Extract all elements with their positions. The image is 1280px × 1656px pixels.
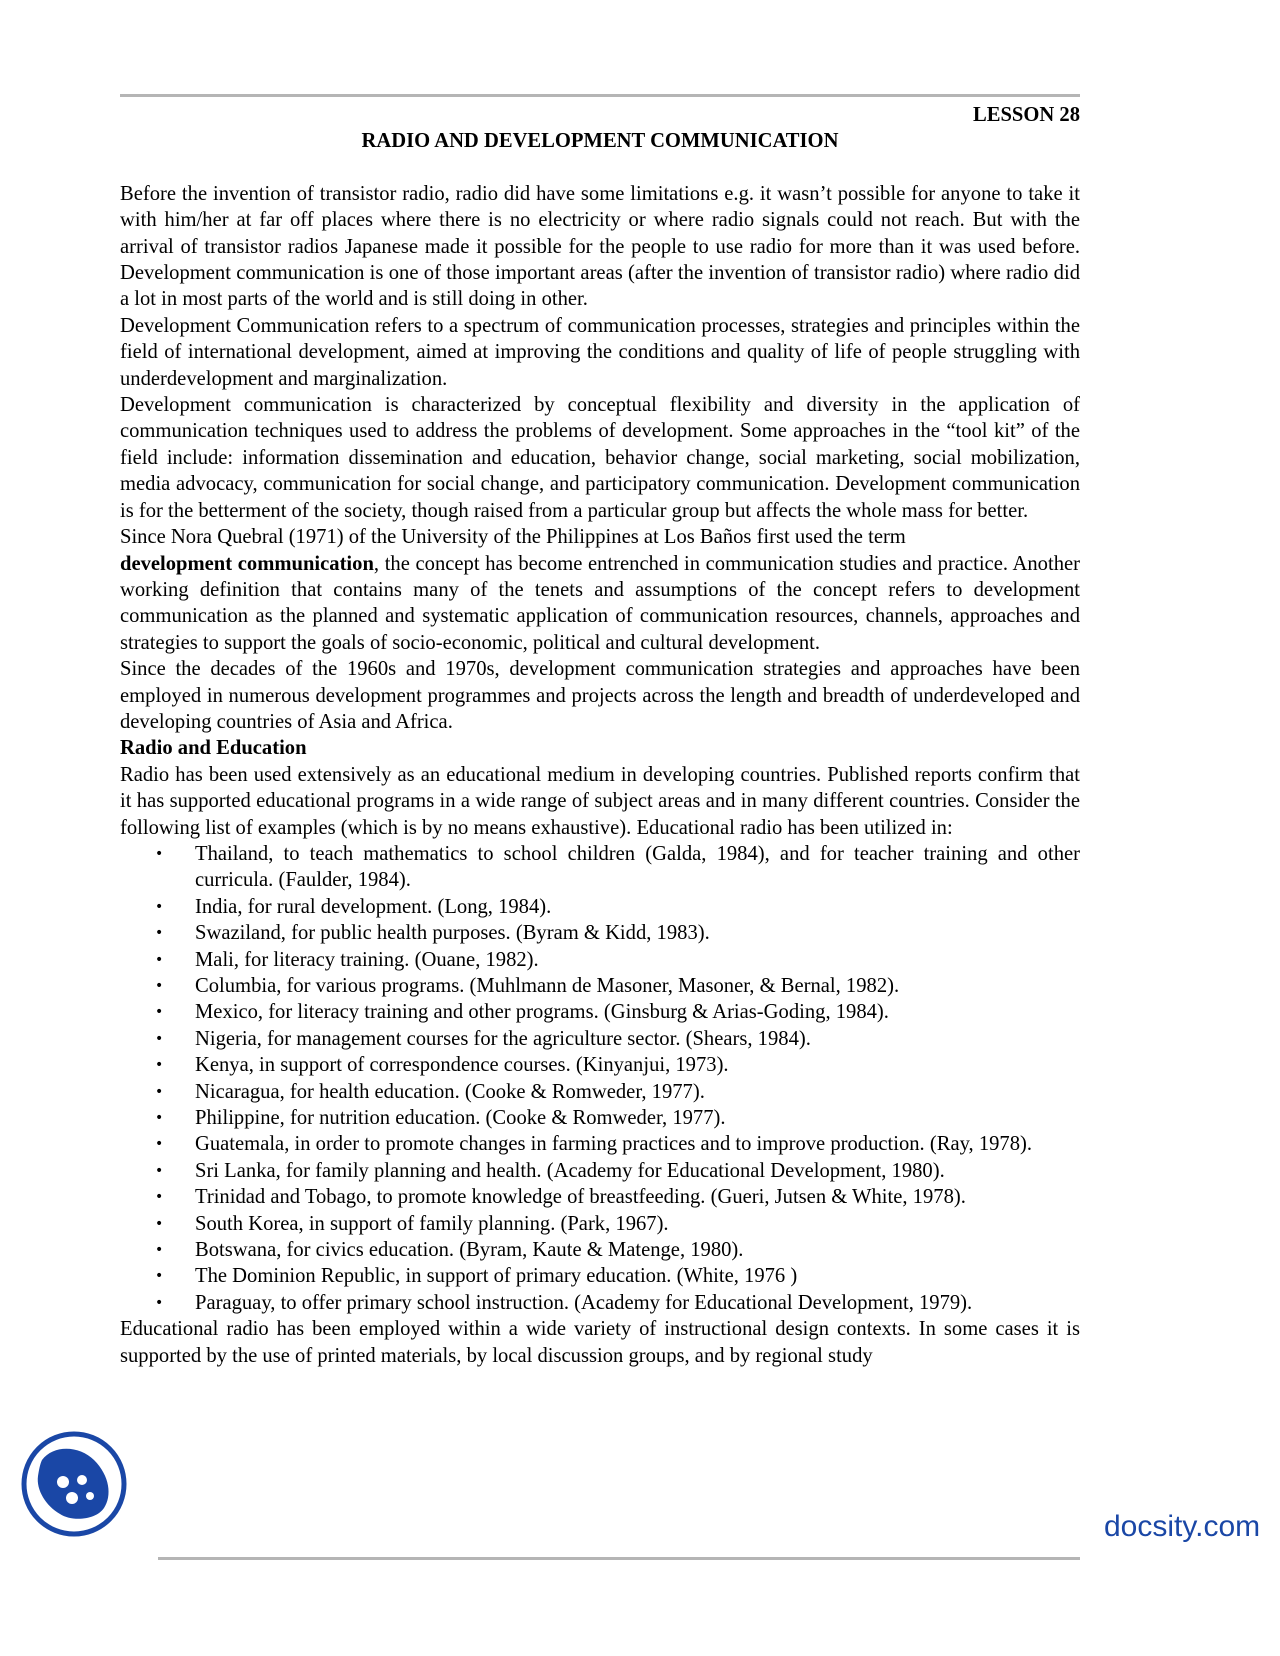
section-intro: Radio has been used extensively as an educational medium in developing countries. Published reports confirm that it has supported educational programs in a wide range of subject areas and in many different countries. Consider the following list of examples (which is by no means exhaustive). Educational radio has been utilized in: xyxy=(120,763,1080,839)
list-item-text: Sri Lanka, for family planning and health. (Academy for Educational Development, 1980). xyxy=(195,1159,945,1182)
bullet-icon: • xyxy=(155,1162,164,1179)
paragraph-definition: Development Communication refers to a spectrum of communication processes, strategies and principles within the field of international development, aimed at improving the conditions and quality of life of people struggling with underdevelopment and marginalization. xyxy=(120,314,1080,390)
bullet-icon: • xyxy=(155,1083,164,1100)
docsity-brand-text[interactable]: docsity.com xyxy=(1104,1510,1261,1543)
document-body xyxy=(120,102,1080,1369)
list-item-text: Mali, for literacy training. (Ouane, 1982). xyxy=(195,948,539,971)
bullet-icon: • xyxy=(155,1242,164,1259)
section-heading: Radio and Education xyxy=(120,737,307,760)
list-item xyxy=(120,999,1080,1025)
list-item xyxy=(120,920,1080,946)
paragraph-quebral-term: development communication xyxy=(120,552,374,575)
bullet-icon: • xyxy=(155,978,164,994)
list-item-text: South Korea, in support of family planning. (Park, 1967). xyxy=(195,1212,669,1235)
list-item xyxy=(120,894,1080,920)
section-closing: Educational radio has been employed within a wide variety of instructional design contexts. In some cases it is supported by the use of printed materials, by local discussion groups, and by regional study xyxy=(120,1318,1080,1367)
docsity-logo-icon xyxy=(20,1430,128,1538)
bottom-rule xyxy=(158,1557,1080,1560)
bullet-icon: • xyxy=(155,1136,164,1153)
bullet-icon: • xyxy=(155,1189,164,1206)
bullet-icon: • xyxy=(155,951,164,968)
list-item xyxy=(120,1026,1080,1052)
list-item-text: Thailand, to teach mathematics to school children (Galda, 1984), and for teacher training and other curricula. (Faulder, 1984). xyxy=(195,842,1080,892)
bullet-icon: • xyxy=(155,898,164,915)
paragraph-quebral-start: Since Nora Quebral (1971) of the University of the Philippines at Los Baños first used the term xyxy=(120,526,906,549)
paragraph-history: Since the decades of the 1960s and 1970s, development communication strategies and approaches have been employed in numerous development programmes and projects across the length and breadth of underdeveloped and developing countries of Asia and Africa. xyxy=(120,658,1080,733)
list-item xyxy=(120,1052,1080,1078)
paragraph-characteristics: Development communication is characterized by conceptual flexibility and diversity in the application of communication techniques used to address the problems of development. Some approaches in the “tool kit” of the field include: information dissemination and education, behavior change, social marketing, social mobilization, media advocacy, communication for social change, and participatory communication. Development communication is for the betterment of the society, though raised from a particular group but affects the whole mass for better. xyxy=(120,394,1080,522)
list-item-text: Botswana, for civics education. (Byram, Kaute & Matenge, 1980). xyxy=(195,1239,744,1262)
list-item xyxy=(120,1263,1080,1289)
list-item xyxy=(120,1131,1080,1157)
list-item-text: Guatemala, in order to promote changes in farming practices and to improve production. (Ray, 1978). xyxy=(195,1133,1033,1156)
list-item xyxy=(120,973,1080,999)
examples-list xyxy=(120,841,1080,1316)
paragraph-quebral xyxy=(120,524,1080,656)
bullet-icon: • xyxy=(155,1215,164,1232)
list-item xyxy=(120,1184,1080,1210)
list-item-text: Paraguay, to offer primary school instruction. (Academy for Educational Development, 1979). xyxy=(195,1291,973,1314)
list-item-text: Philippine, for nutrition education. (Cooke & Romweder, 1977). xyxy=(195,1107,726,1130)
list-item-text: Mexico, for literacy training and other programs. (Ginsburg & Arias-Goding, 1984). xyxy=(195,1001,889,1024)
page-title: RADIO AND DEVELOPMENT COMMUNICATION xyxy=(361,130,839,153)
list-item xyxy=(120,1290,1080,1316)
list-item-text: Kenya, in support of correspondence courses. (Kinyanjui, 1973). xyxy=(195,1054,729,1077)
lesson-number: LESSON 28 xyxy=(972,104,1080,126)
paragraph-quebral-end: , the concept has become entrenched in communication studies and practice. Another working definition that contains many of the tenets and assumptions of the concept refers to development communication as the planned and systematic application of communication resources, channels, approaches and strategies to support the goals of socio-economic, political and cultural development. xyxy=(120,552,1080,654)
bullet-icon: • xyxy=(155,925,164,942)
bullet-icon: • xyxy=(155,1030,164,1047)
bullet-icon: • xyxy=(155,1057,164,1074)
list-item xyxy=(120,1237,1080,1263)
list-item xyxy=(120,1211,1080,1237)
bullet-icon: • xyxy=(155,1268,164,1285)
bullet-icon: • xyxy=(155,845,164,862)
bullet-icon: • xyxy=(155,1110,164,1127)
list-item xyxy=(120,841,1080,894)
list-item-text: Nigeria, for management courses for the agriculture sector. (Shears, 1984). xyxy=(195,1027,811,1050)
bullet-icon: • xyxy=(155,1294,164,1311)
top-rule xyxy=(120,94,1080,97)
list-item-text: Trinidad and Tobago, to promote knowledge of breastfeeding. (Gueri, Jutsen & White, 1978). xyxy=(195,1186,966,1209)
bullet-icon: • xyxy=(155,1004,164,1021)
list-item-text: Columbia, for various programs. (Muhlmann de Masoner, Masoner, & Bernal, 1982). xyxy=(195,975,900,997)
list-item xyxy=(120,947,1080,973)
paragraph-intro: Before the invention of transistor radio, radio did have some limitations e.g. it wasn’t possible for anyone to take it with him/her at far off places where there is no electricity or where radio signals could not reach. But with the arrival of transistor radios Japanese made it possible for the people to use radio for more than it was used before. Development communication is one of those important areas (after the invention of transistor radio) where radio did a lot in most parts of the world and is still doing in other. xyxy=(120,182,1080,311)
list-item-text: India, for rural development. (Long, 1984). xyxy=(195,895,552,918)
list-item xyxy=(120,1079,1080,1105)
list-item-text: Nicaragua, for health education. (Cooke & Romweder, 1977). xyxy=(195,1080,705,1103)
list-item xyxy=(120,1158,1080,1184)
list-item-text: The Dominion Republic, in support of primary education. (White, 1976 ) xyxy=(195,1265,798,1288)
list-item-text: Swaziland, for public health purposes. (Byram & Kidd, 1983). xyxy=(195,922,710,945)
list-item xyxy=(120,1105,1080,1131)
